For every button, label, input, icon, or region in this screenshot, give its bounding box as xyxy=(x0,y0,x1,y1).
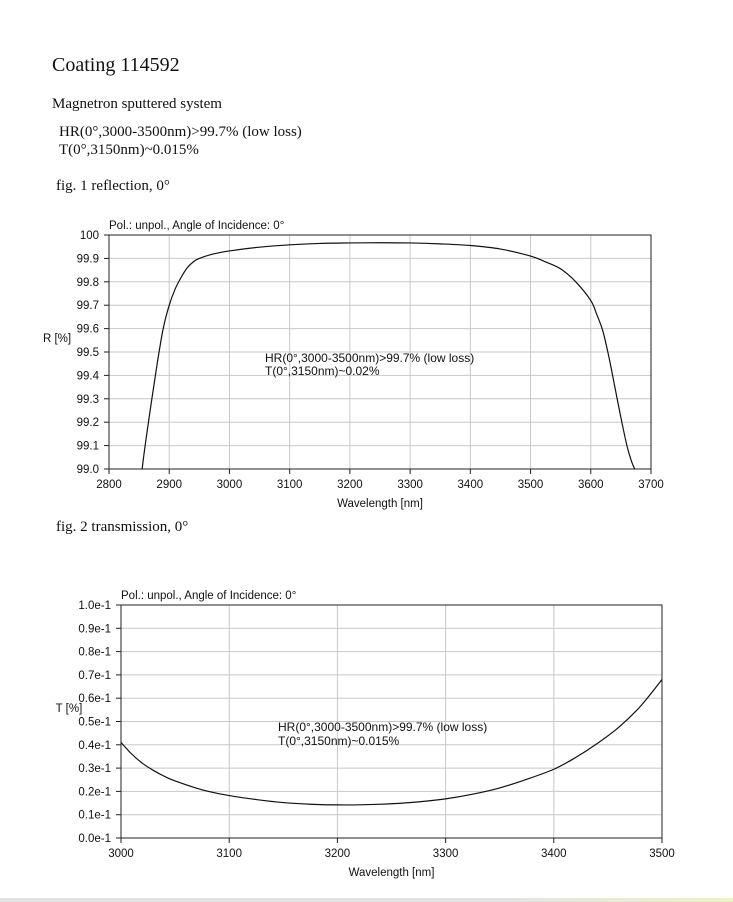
y-tick-label: 1.0e-1 xyxy=(78,600,111,612)
y-tick-label: 99.5 xyxy=(76,347,99,359)
y-tick-label: 99.4 xyxy=(76,370,99,383)
x-tick-label: 3600 xyxy=(577,479,604,491)
y-tick-label: 0.9e-1 xyxy=(78,623,111,636)
annotation-hr: HR(0°,3000-3500nm)>99.7% (low loss) xyxy=(265,351,475,365)
page-title: Coating 114592 xyxy=(52,54,180,76)
y-tick-label: 0.7e-1 xyxy=(78,669,111,682)
x-axis-label: Wavelength [nm] xyxy=(348,867,435,879)
x-tick-label: 3500 xyxy=(649,848,675,860)
fig1-caption: fig. 1 reflection, 0° xyxy=(56,178,170,194)
y-tick-label: 99.6 xyxy=(76,323,99,336)
y-tick-label: 99.2 xyxy=(76,417,99,430)
x-tick-label: 3700 xyxy=(638,479,664,491)
page-subtitle: Magnetron sputtered system xyxy=(52,96,222,112)
x-tick-label: 2900 xyxy=(156,479,183,491)
y-axis-label: T [%] xyxy=(55,703,83,715)
x-tick-label: 3200 xyxy=(324,848,351,860)
page-footer-bar xyxy=(0,898,733,902)
x-tick-label: 3300 xyxy=(397,479,423,491)
y-tick-label: 100 xyxy=(79,230,99,242)
y-tick-label: 99.7 xyxy=(76,300,99,313)
y-tick-label: 0.4e-1 xyxy=(78,739,111,752)
fig2-caption: fig. 2 transmission, 0° xyxy=(56,519,189,535)
annotation-t: T(0°,3150nm)~0.015% xyxy=(278,734,400,748)
x-tick-label: 3200 xyxy=(337,479,363,491)
y-tick-label: 0.3e-1 xyxy=(78,763,111,776)
y-axis-label: R [%] xyxy=(42,333,72,345)
x-tick-label: 2800 xyxy=(96,479,122,491)
x-tick-label: 3100 xyxy=(276,479,303,491)
y-tick-label: 99.9 xyxy=(76,253,99,266)
x-tick-label: 3000 xyxy=(216,479,243,491)
y-tick-label: 0.6e-1 xyxy=(78,693,111,706)
annotation-hr: HR(0°,3000-3500nm)>99.7% (low loss) xyxy=(278,720,488,734)
y-tick-label: 99.3 xyxy=(76,393,99,406)
y-tick-label: 0.2e-1 xyxy=(78,786,111,799)
x-tick-label: 3400 xyxy=(541,848,567,860)
y-tick-label: 99.0 xyxy=(76,464,99,476)
x-tick-label: 3300 xyxy=(432,848,459,860)
chart-header: Pol.: unpol., Angle of Incidence: 0° xyxy=(121,590,297,602)
y-tick-label: 0.1e-1 xyxy=(78,809,111,822)
x-tick-label: 3000 xyxy=(108,848,134,860)
x-tick-label: 3500 xyxy=(517,479,544,491)
x-tick-label: 3100 xyxy=(216,848,242,860)
annotation-t: T(0°,3150nm)~0.02% xyxy=(265,364,380,378)
x-axis-label: Wavelength [nm] xyxy=(337,498,423,510)
y-tick-label: 0.8e-1 xyxy=(78,646,111,659)
spec-line-hr: HR(0°,3000-3500nm)>99.7% (low loss) xyxy=(59,124,302,140)
chart-2 xyxy=(56,590,675,879)
spec-line-t: T(0°,3150nm)~0.015% xyxy=(59,142,199,158)
x-tick-label: 3400 xyxy=(457,479,484,491)
chart-1 xyxy=(43,220,664,510)
y-tick-label: 99.8 xyxy=(76,276,99,289)
y-tick-label: 0.5e-1 xyxy=(78,716,111,729)
chart-header: Pol.: unpol., Angle of Incidence: 0° xyxy=(109,220,285,232)
y-tick-label: 99.1 xyxy=(76,440,99,453)
y-tick-label: 0.0e-1 xyxy=(78,833,111,845)
